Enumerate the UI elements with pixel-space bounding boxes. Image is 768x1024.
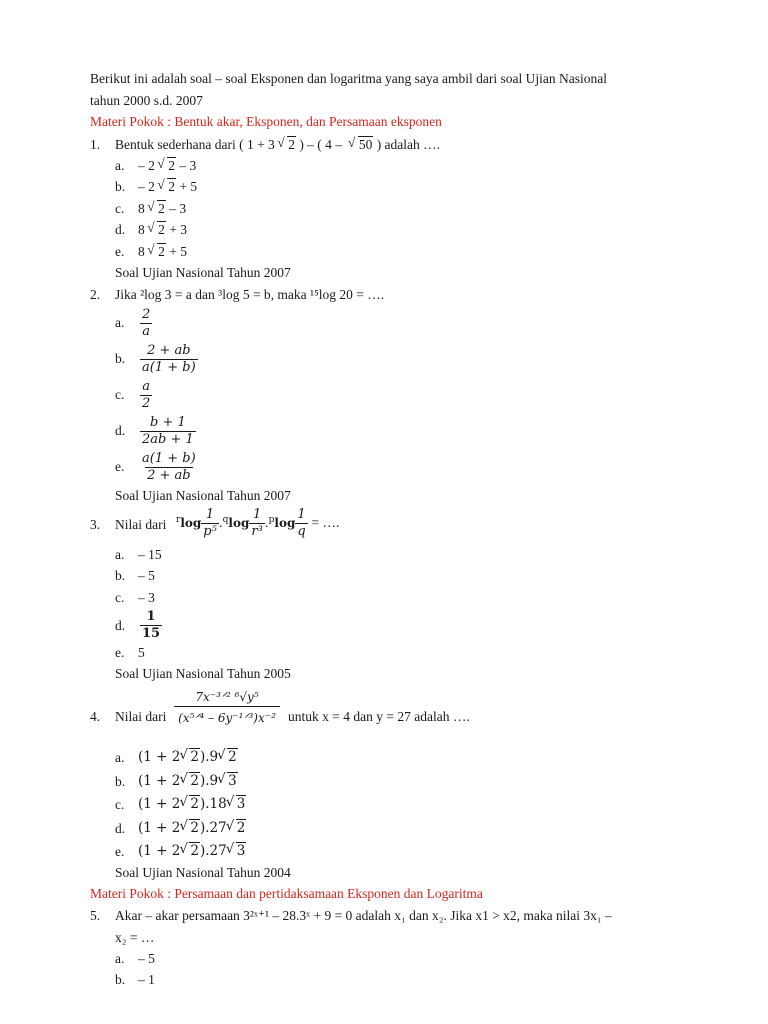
log-word: log [274,516,296,530]
fraction [140,379,152,412]
fraction-numerator: 2 + ab [147,343,191,358]
q5-option-a: – 5 [138,951,155,966]
fraction-denominator: q [297,524,306,539]
q4-fraction [174,690,280,725]
q5-line-1: Akar – akar persamaan 3²ˣ⁺¹ – 28.3ˣ + 9 = 0 adalah x₁ dan x₂. Jika x1 > x2, maka nilai 3x₁ – [115,908,612,923]
opt-radical [180,843,200,859]
q4-tail: untuk x = 4 dan y = 27 adalah …. [288,709,470,724]
opt-radical [148,222,166,238]
q3-option-letter: a. [115,547,125,562]
opt-radicand: 2 [158,201,165,216]
opt-radicand: 2 [236,820,246,836]
opt-pre: (1 + 2 [138,749,181,765]
q1-option-letter: b. [115,179,126,194]
q1-option-letter: e. [115,244,125,259]
q4-option-e [138,843,246,859]
q2-option-b [140,343,198,376]
fraction [140,307,152,340]
q1-source: Soal Ujian Nasional Tahun 2007 [115,265,291,280]
q3-option-b: – 5 [138,568,155,583]
opt-radicand: 2 [190,820,199,836]
q3-source: Soal Ujian Nasional Tahun 2005 [115,666,291,681]
opt-radicand: 2 [158,244,165,259]
opt-radical [148,244,166,260]
opt-post: – 3 [179,158,197,173]
intro-line-1: Berikut ini adalah soal – soal Eksponen dan logaritma yang saya ambil dari soal Ujian Nasional [90,71,607,86]
q4-option-letter: d. [115,821,126,836]
q4-option-letter: e. [115,844,125,859]
q3-option-c: – 3 [138,590,155,605]
q5-line-2: x₂ = … [115,930,155,945]
fraction [201,507,219,540]
q1-option-letter: d. [115,222,126,237]
fraction-numerator: a [142,379,151,394]
fraction-numerator: 1 [205,507,215,522]
q2-option-a [140,307,152,340]
opt-pre: (1 + 2 [138,843,181,859]
q1-text-part: ) – ( 4 – [299,137,343,152]
q5-option-b: – 1 [138,972,155,987]
q2-source: Soal Ujian Nasional Tahun 2007 [115,488,291,503]
opt-mid: ).27 [199,820,227,836]
fraction-numerator: 1 [252,507,262,522]
opt-radicand: 2 [158,222,165,237]
log-base: r [176,515,181,525]
log-word: log [228,516,250,530]
fraction-numerator: b + 1 [150,415,186,430]
opt-pre: (1 + 2 [138,773,181,789]
question-3-number: 3. [90,517,101,532]
opt-radicand: 2 [168,158,175,173]
q1-option-b [138,179,197,195]
fraction-denominator: p⁵ [203,524,217,539]
q1-option-letter: a. [115,158,125,173]
opt-pre: – 2 [138,158,155,173]
q2-option-letter: e. [115,459,125,474]
q1-option-e [138,244,187,260]
fraction [140,343,198,376]
fraction-numerator: a(1 + b) [142,451,196,466]
log-word: log [180,516,202,530]
section-heading-1: Materi Pokok : Bentuk akar, Eksponen, dan Persamaan eksponen [90,114,442,129]
opt-radical [227,820,247,836]
fraction-denominator: r³ [251,524,263,539]
opt-radical [158,158,176,174]
q4-option-letter: a. [115,750,125,765]
opt-pre: – 2 [138,179,155,194]
opt-radicand: 2 [190,749,199,765]
question-1-text [115,137,440,153]
q3-option-letter: d. [115,618,126,633]
q4-option-d [138,820,246,836]
q5-option-letter: b. [115,972,126,987]
opt-mid: ).18 [199,796,227,812]
intro-line-2: tahun 2000 s.d. 2007 [90,93,203,108]
q1-text-part: ) adalah …. [376,137,441,152]
opt-post: – 3 [169,201,187,216]
fraction-numerator: 2 [142,307,151,322]
opt-radicand: 2 [168,179,175,194]
fraction-denominator: 15 [142,626,161,641]
q4-option-letter: b. [115,774,126,789]
opt-radicand: 2 [190,773,199,789]
q5-option-letter: a. [115,951,125,966]
opt-radical [180,796,200,812]
opt-post: + 5 [179,179,198,194]
opt-radical [180,773,200,789]
q2-option-letter: a. [115,315,125,330]
question-1-number: 1. [90,137,101,152]
q2-option-c [140,379,152,412]
opt-pre: (1 + 2 [138,796,181,812]
fraction [140,609,162,642]
q4-option-a [138,749,238,765]
opt-radicand: 3 [228,773,237,789]
q3-tail: = …. [311,515,340,530]
q2-option-letter: b. [115,351,126,366]
q4-option-letter: c. [115,797,125,812]
q2-option-letter: c. [115,387,125,402]
q3-option-letter: c. [115,590,125,605]
q3-option-letter: e. [115,645,125,660]
opt-radical [148,201,166,217]
opt-radical [218,749,238,765]
question-2-text: Jika ²log 3 = a dan ³log 5 = b, maka ¹⁵log 20 = …. [115,287,385,302]
opt-radicand: 3 [236,796,246,812]
opt-mid: ).9 [199,749,219,765]
opt-pre: 8 [138,201,145,216]
q1-option-d [138,222,187,238]
opt-radicand: 3 [236,843,246,859]
opt-radical [180,749,200,765]
opt-radical [218,773,238,789]
q3-option-a: – 15 [138,547,162,562]
q2-option-d [140,415,196,448]
q1-option-a [138,158,196,174]
q3-option-e: 5 [138,645,145,660]
q1-option-letter: c. [115,201,125,216]
q4-denominator: (x⁵ᐟ⁴ – 6y⁻¹ᐟ³)x⁻² [174,706,280,725]
q1-text-part: Bentuk sederhana dari ( 1 + 3 [115,137,275,152]
opt-radicand: 2 [190,796,199,812]
fraction-numerator: 1 [297,507,306,522]
opt-radical [227,843,247,859]
opt-mid: ).27 [199,843,227,859]
fraction-denominator: 2ab + 1 [142,432,194,447]
section-heading-2: Materi Pokok : Persamaan dan pertidaksamaan Eksponen dan Logaritma [90,886,483,901]
opt-post: + 5 [169,244,187,259]
q1-radical-1 [278,137,296,153]
fraction-denominator: a [142,324,151,339]
q4-numerator: 7x⁻³ᐟ² ⁶√y⁵ [195,690,259,704]
q4-source: Soal Ujian Nasional Tahun 2004 [115,865,291,880]
question-4-number: 4. [90,709,101,724]
q3-expression: $^r$log $\frac{1}{\text{p⁵}}$ .$^q$log $\frac{1}{\text{r³}}$ .$^p$log $\frac{1}{q}$ = …. [176,507,340,539]
q1-radical-2 [349,137,374,153]
q1-option-c [138,201,186,217]
opt-radical [158,179,176,195]
fraction [140,415,196,448]
opt-pre: (1 + 2 [138,820,181,836]
q4-option-c [138,796,246,812]
q1-radicand-2: 50 [358,137,373,152]
fraction-denominator: 2 [142,396,151,411]
opt-mid: ).9 [199,773,219,789]
opt-post: + 3 [169,222,187,237]
fraction-denominator: a(1 + b) [142,360,196,375]
q2-option-letter: d. [115,423,126,438]
q3-option-letter: b. [115,568,126,583]
log-base: p [268,515,275,525]
q1-radicand-1: 2 [288,137,295,152]
opt-radical [180,820,200,836]
log-base: q [222,515,229,525]
fraction [140,451,198,484]
fraction-denominator: 2 + ab [147,468,191,483]
q2-option-e [140,451,198,484]
q4-label: Nilai dari [115,709,167,724]
opt-radicand: 2 [190,843,199,859]
opt-radicand: 2 [228,749,237,765]
opt-pre: 8 [138,244,145,259]
fraction [249,507,264,540]
opt-pre: 8 [138,222,145,237]
question-2-number: 2. [90,287,101,302]
q4-option-b [138,773,238,789]
question-5-number: 5. [90,908,101,923]
q3-option-d [140,609,162,642]
fraction [295,507,307,540]
q3-label: Nilai dari [115,517,167,532]
opt-radical [227,796,247,812]
fraction-numerator: 1 [146,609,156,624]
